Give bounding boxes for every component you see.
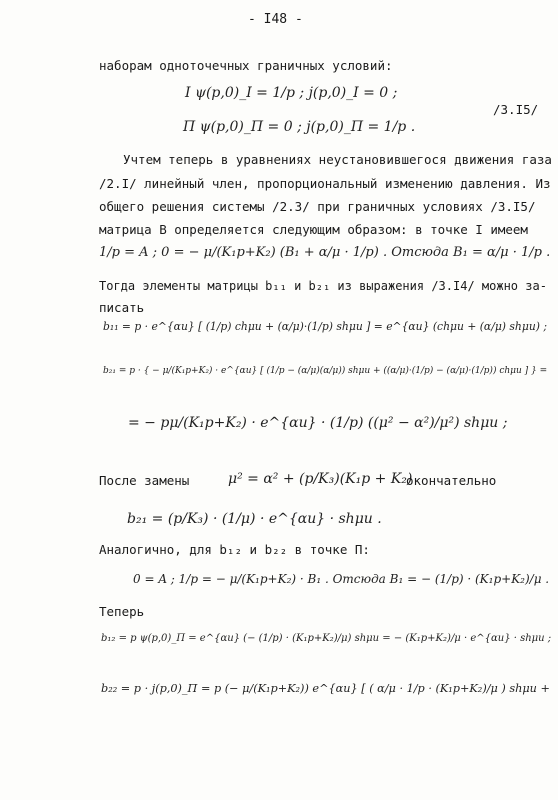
boundary-condition-2: П ψ(p,0)_П = 0 ; j(p,0)_П = 1/p . [183,119,416,135]
equation-b11: b₁₁ = p · e^{αu} [ (1/p) chμu + (α/μ)·(1/p) shμu ] = e^{αu} (chμu + (α/μ) shμu) ; [103,320,547,333]
text-after-substitution: После замены [99,473,190,488]
equation-b22: b₂₂ = p · j(p,0)_П = p (− μ/(K₁p+K₂)) e^{αu} [ ( α/μ · 1/p · (K₁p+K₂)/μ ) shμu + [101,682,550,695]
paragraph-2-line-2: писать [99,300,145,315]
paragraph-1-line-3: общего решения системы /2.3/ при граничных условиях /3.I5/ [99,199,536,214]
equation-b21-line-2: = − pμ/(K₁p+K₂) · e^{αu} · (1/p) ((μ² − α²)/μ²) shμu ; [128,415,508,431]
page-number: - I48 - [248,12,303,27]
text-now: Теперь [99,604,145,619]
substitution-formula: μ² = α² + (p/K₃)(K₁p + K₂) [228,471,413,487]
point-1-equation: 1/p = A ; 0 = − μ/(K₁p+K₂) (B₁ + α/μ · 1/p) . Отсюда B₁ = α/μ · 1/p . [99,245,551,260]
paragraph-1-line-2: /2.I/ линейный член, пропорциональный изменению давления. Из [99,176,551,191]
equation-b12: b₁₂ = p ψ(p,0)_П = e^{αu} (− (1/p) · (K₁p+K₂)/μ) shμu = − (K₁p+K₂)/μ · e^{αu} · shμu ; [101,633,552,644]
text-finally: окончательно [406,473,497,488]
paragraph-1-line-4: матрица В определяется следующим образом: в точке I имеем [99,222,528,237]
paragraph-1-line-1: Учтем теперь в уравнениях неустановившегося движения газа [123,152,552,167]
equation-label-3-15: /3.I5/ [493,102,539,117]
boundary-condition-1: I ψ(p,0)_I = 1/p ; j(p,0)_I = 0 ; [185,85,398,101]
equation-b21-final: b₂₁ = (p/K₃) · (1/μ) · e^{αu} · shμu . [127,511,382,527]
text-similarly: Аналогично, для b₁₂ и b₂₂ в точке П: [99,542,370,557]
point-2-equation: 0 = A ; 1/p = − μ/(K₁p+K₂) · B₁ . Отсюда B₁ = − (1/p) · (K₁p+K₂)/μ . [133,572,550,586]
paragraph-2-line-1: Тогда элементы матрицы b₁₁ и b₂₁ из выражения /3.I4/ можно за- [99,279,547,293]
equation-b21-line-1: b₂₁ = p · { − μ/(K₁p+K₂) · e^{αu} [ (1/p − (α/μ)(α/μ)) shμu + ((α/μ)·(1/p) − (α/μ)·(1/p)) chμu ] } = [103,366,548,376]
text-line-1: наборам одноточечных граничных условий: [99,58,393,73]
